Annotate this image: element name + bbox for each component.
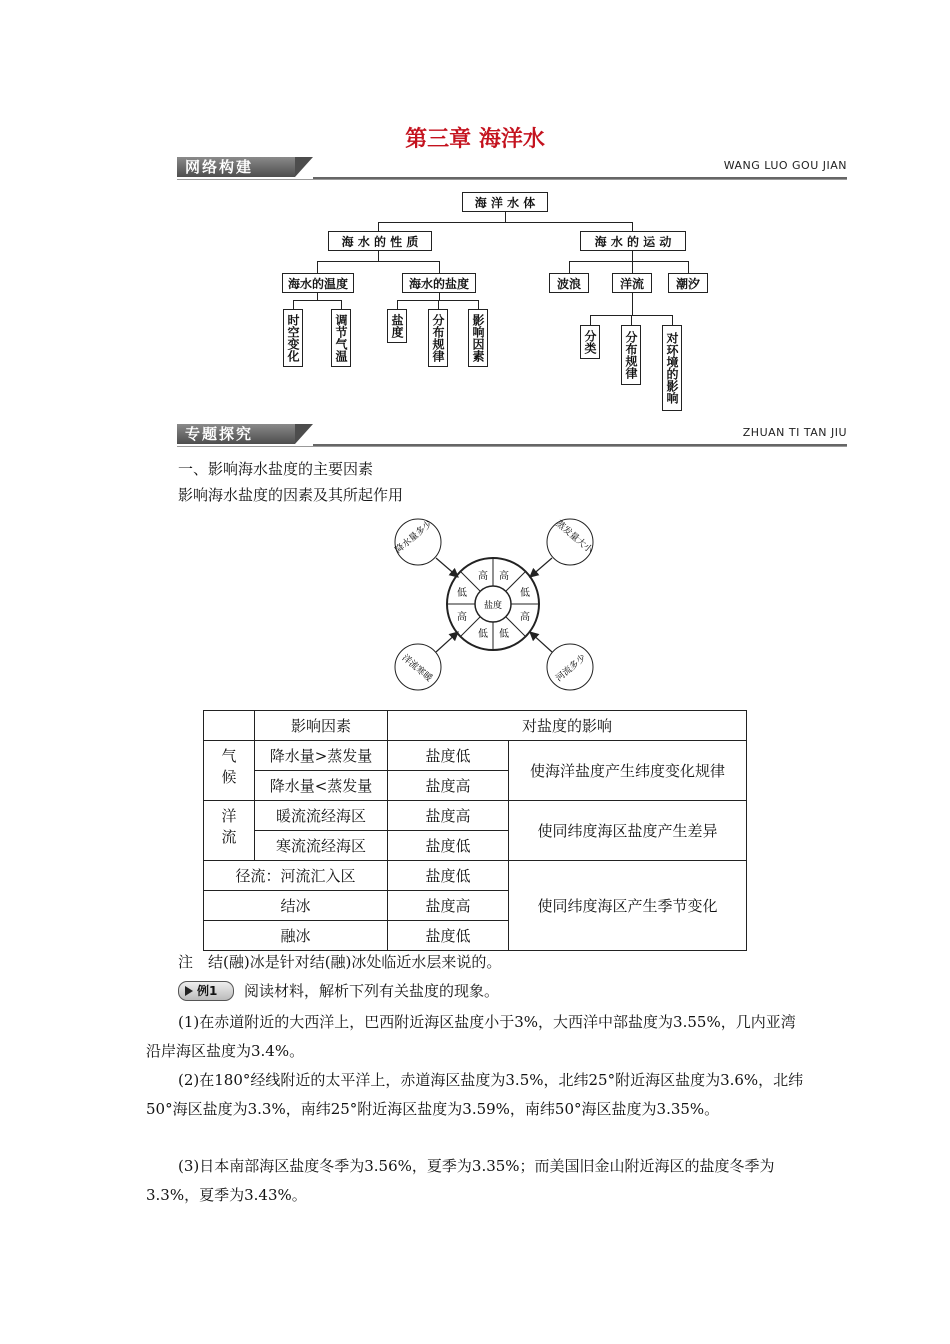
tree-leaf-current-distribution: 分布规律 (621, 325, 641, 385)
tree-node-tide: 潮汐 (668, 273, 708, 293)
tree-node-motion: 海 水 的 运 动 (580, 231, 686, 251)
table-cell: 盐度高 (388, 891, 509, 921)
heading-factors: 一、影响海水盐度的主要因素 (178, 460, 374, 478)
example-icon: 例1 (178, 981, 234, 1001)
example-paragraph-2: (2)在180°经线附近的太平洋上，赤道海区盐度为3.5%，北纬25°附近海区盐度为3.6%，北纬50°海区盐度为3.3%，南纬25°附近海区盐度为3.59%，南纬50°海区盐度为3.35%。 (146, 1071, 804, 1118)
example-paragraph-3: (3)日本南部海区盐度冬季为3.56%，夏季为3.35%；而美国旧金山附近海区的盐度冬季为3.3%，夏季为3.43%。 (146, 1157, 775, 1204)
wheel-seg: 低 (520, 588, 530, 599)
table-cell: 盐度高 (388, 801, 509, 831)
factor-label: 蒸发量大小 (553, 519, 595, 556)
table-cell: 结冰 (204, 891, 388, 921)
tree-node-wave: 波浪 (549, 273, 589, 293)
table-header: 影响因素 (255, 711, 388, 741)
factor-label: 洋流寒暖 (399, 653, 434, 684)
section-wedge (295, 424, 313, 444)
table-cell: 径流：河流汇入区 (204, 861, 388, 891)
tree-leaf-environment: 对环境的影响 (662, 325, 682, 411)
section-en: WANG LUO GOU JIAN (723, 159, 847, 172)
example-heading (178, 980, 499, 1001)
wheel-seg: 低 (478, 629, 488, 640)
wheel-seg: 高 (478, 571, 488, 582)
tree-root: 海 洋 水 体 (462, 192, 548, 212)
chapter-title: 第三章 海洋水 (405, 127, 545, 152)
section-bar-network (177, 157, 847, 181)
section-label: 网络构建 (177, 157, 295, 177)
example-intro: 阅读材料，解析下列有关盐度的现象。 (244, 982, 500, 1000)
wheel-seg: 低 (457, 588, 467, 599)
table-cell: 盐度高 (388, 771, 509, 801)
wheel-seg: 高 (499, 571, 509, 582)
section-rule-thin (177, 446, 847, 447)
heading-roles: 影响海水盐度的因素及其所起作用 (178, 486, 404, 504)
section-label: 专题探究 (177, 424, 295, 444)
table-cell: 降水量>蒸发量 (255, 741, 388, 771)
factor-label: 河流多少 (554, 653, 589, 684)
example-paragraph-1: (1)在赤道附近的大西洋上，巴西附近海区盐度小于3%，大西洋中部盐度为3.55%，几内亚湾沿岸海区盐度为3.4%。 (146, 1013, 796, 1060)
tree-node-salinity: 海水的盐度 (402, 273, 476, 293)
factor-label: 降水量多少 (393, 519, 435, 556)
section-rule-thin (177, 179, 847, 180)
wheel-seg: 低 (499, 629, 509, 640)
play-icon (185, 986, 193, 996)
tree-leaf-salinity: 盐度 (387, 309, 407, 343)
table-effect: 使海洋盐度产生纬度变化规律 (509, 741, 747, 801)
table-cell: 寒流流经海区 (255, 831, 388, 861)
salinity-wheel-diagram (380, 512, 600, 702)
tree-node-temperature: 海水的温度 (282, 273, 354, 293)
table-cell: 盐度低 (388, 831, 509, 861)
table-cell: 暖流流经海区 (255, 801, 388, 831)
wheel-seg: 高 (520, 612, 530, 623)
tree-leaf-spacetime: 时空变化 (283, 309, 303, 367)
table-group-label: 气候 (204, 741, 255, 801)
table-cell: 盐度低 (388, 861, 509, 891)
wheel-center: 盐度 (483, 601, 503, 611)
tree-leaf-distribution: 分布规律 (428, 309, 448, 367)
table-group-label: 洋流 (204, 801, 255, 861)
table-cell: 融冰 (204, 921, 388, 951)
table-effect: 使同纬度海区产生季节变化 (509, 861, 747, 951)
tree-leaf-climate: 调节气温 (331, 309, 351, 367)
table-note: 注 结(融)冰是针对结(融)冰处临近水层来说的。 (178, 953, 502, 971)
tree-node-current: 洋流 (612, 273, 652, 293)
section-bar-topics (177, 424, 847, 448)
table-cell: 降水量<蒸发量 (255, 771, 388, 801)
section-en: ZHUAN TI TAN JIU (742, 426, 847, 439)
table-cell: 盐度低 (388, 921, 509, 951)
tree-leaf-factors: 影响因素 (468, 309, 488, 367)
tree-node-properties: 海 水 的 性 质 (328, 231, 432, 251)
salinity-factors-table (203, 710, 747, 951)
table-cell: 盐度低 (388, 741, 509, 771)
tree-leaf-classification: 分类 (580, 325, 600, 359)
section-wedge (295, 157, 313, 177)
table-effect: 使同纬度海区盐度产生差异 (509, 801, 747, 861)
wheel-seg: 高 (457, 612, 467, 623)
table-header: 对盐度的影响 (388, 711, 747, 741)
